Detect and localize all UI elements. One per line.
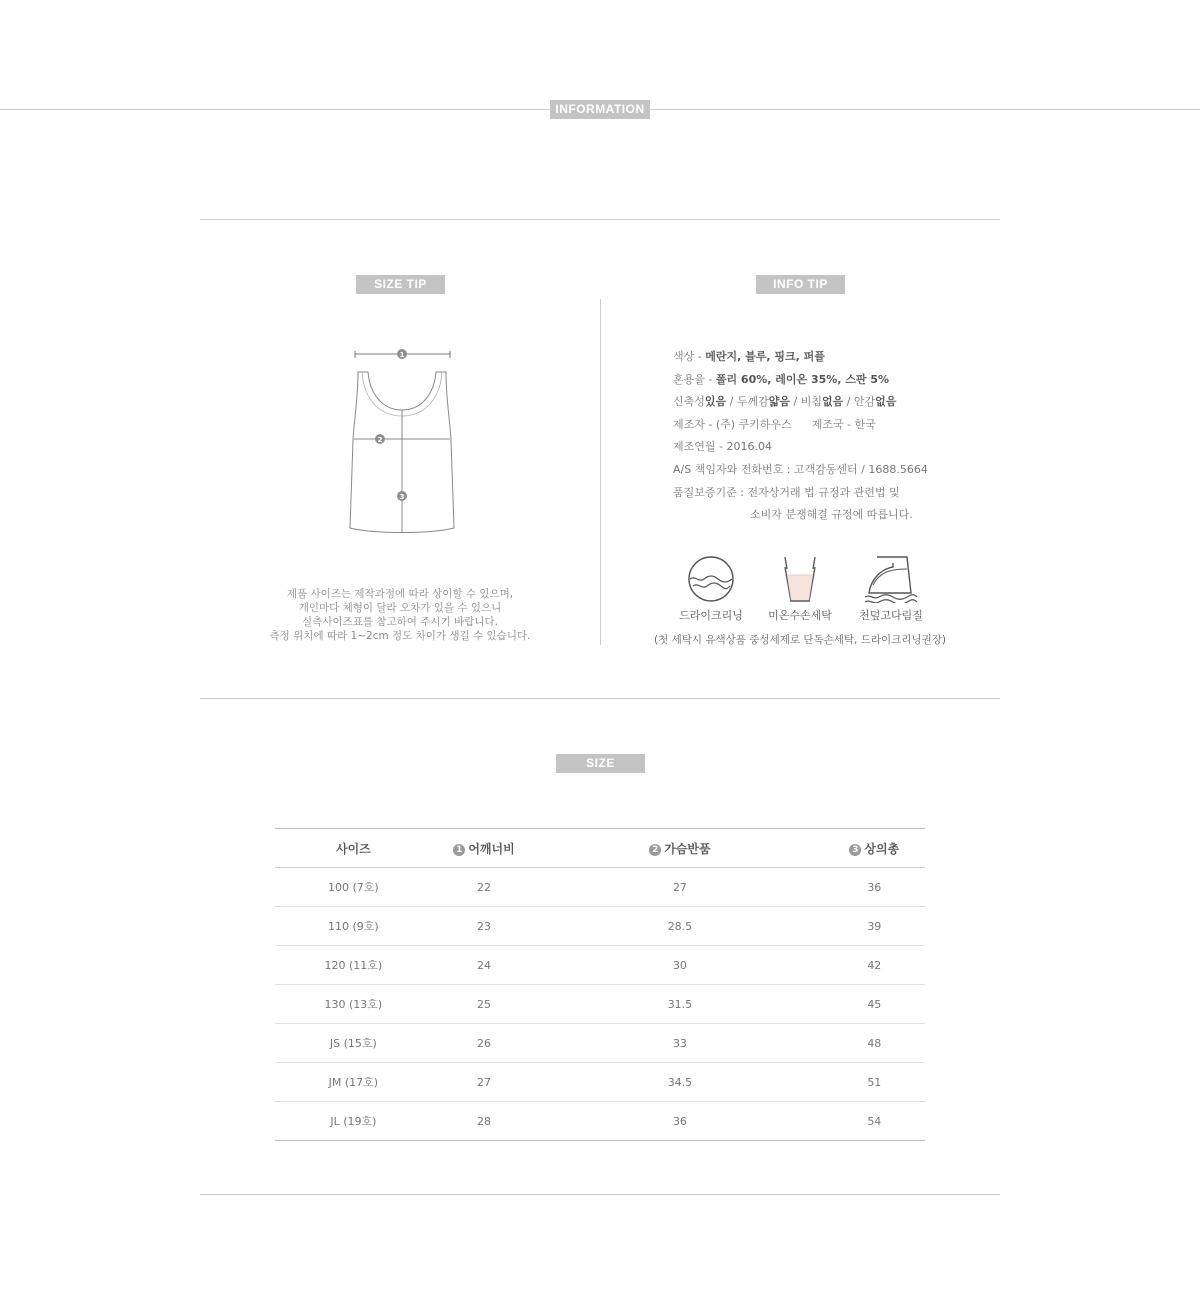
table-cell: 54	[824, 1102, 925, 1141]
product-info	[673, 347, 993, 528]
table-cell: 100 (7호)	[275, 868, 432, 907]
marker-3	[397, 491, 407, 501]
table-row	[275, 868, 925, 907]
col-chest: 2 가슴반품	[536, 829, 823, 868]
size-tip-line: 제품 사이즈는 제작과정에 따라 상이할 수 있으며,	[286, 588, 514, 600]
care-iron-with-cloth	[851, 555, 931, 623]
col-length: 3 상의총	[824, 829, 925, 868]
info-as: A/S 책임자와 전화번호 : 고객감동센터 / 1688.5664	[673, 462, 928, 476]
information-heading: INFORMATION	[550, 100, 650, 119]
info-quality-cont: 소비자 분쟁해결 규정에 따릅니다.	[750, 508, 913, 522]
size-heading: SIZE	[556, 754, 645, 773]
size-tip-line: 실측사이즈표를 참고하여 주시기 바랍니다.	[302, 616, 498, 628]
info-properties: 신축성있음 / 두께감얇음 / 비침없음 / 안감없음	[673, 395, 897, 409]
table-cell: 130 (13호)	[275, 985, 432, 1024]
table-row	[275, 907, 925, 946]
table-cell: 51	[824, 1063, 925, 1102]
table-cell: 36	[536, 1102, 823, 1141]
table-row	[275, 1063, 925, 1102]
size-tip-note	[200, 587, 600, 643]
garment-measure-diagram	[340, 340, 464, 540]
center-divider	[600, 299, 601, 645]
marker-badge: 3	[849, 844, 861, 856]
marker-1	[397, 349, 407, 359]
bottom-divider	[200, 1194, 1000, 1195]
table-cell: 25	[432, 985, 537, 1024]
table-cell: 27	[536, 868, 823, 907]
size-tip-line: 측정 위치에 따라 1~2cm 정도 차이가 생길 수 있습니다.	[269, 630, 531, 642]
marker-badge: 2	[649, 844, 661, 856]
marker-2	[375, 434, 385, 444]
size-table	[275, 828, 925, 1141]
info-date: 제조연월 - 2016.04	[673, 440, 772, 454]
table-cell: 31.5	[536, 985, 823, 1024]
table-cell: JM (17호)	[275, 1063, 432, 1102]
table-cell: 45	[824, 985, 925, 1024]
table-cell: 23	[432, 907, 537, 946]
table-row	[275, 946, 925, 985]
care-label: 미온수손세탁	[768, 609, 832, 622]
table-cell: 48	[824, 1024, 925, 1063]
section-divider-1	[200, 219, 1000, 220]
care-dry-clean	[671, 555, 751, 623]
table-cell: 28	[432, 1102, 537, 1141]
size-tip-heading: SIZE TIP	[356, 275, 445, 294]
marker-number: 2	[377, 436, 383, 444]
table-cell: 27	[432, 1063, 537, 1102]
marker-badge: 1	[453, 844, 465, 856]
table-cell: 34.5	[536, 1063, 823, 1102]
col-shoulder: 1 어깨너비	[432, 829, 537, 868]
marker-number: 3	[399, 493, 405, 501]
info-color: 색상 - 메란지, 블루, 핑크, 퍼플	[673, 350, 825, 363]
lukewarm-handwash-icon	[776, 555, 824, 603]
care-note: (첫 세탁시 유색상품 중성세제로 단독손세탁, 드라이크리닝권장)	[654, 634, 946, 646]
table-cell: 33	[536, 1024, 823, 1063]
section-divider-2	[200, 698, 1000, 699]
table-cell: JL (19호)	[275, 1102, 432, 1141]
table-cell: 110 (9호)	[275, 907, 432, 946]
table-cell: 28.5	[536, 907, 823, 946]
care-lukewarm-handwash	[760, 555, 840, 623]
iron-with-cloth-icon	[863, 555, 919, 603]
col-size: 사이즈	[275, 829, 432, 868]
table-cell: JS (15호)	[275, 1024, 432, 1063]
size-table-header	[275, 829, 925, 868]
table-cell: 42	[824, 946, 925, 985]
info-tip-heading: INFO TIP	[756, 275, 845, 294]
info-maker: 제조자 - (주) 쿠키하우스 제조국 - 한국	[673, 417, 876, 431]
care-label: 드라이크리닝	[679, 609, 743, 622]
table-row	[275, 1024, 925, 1063]
marker-number: 1	[399, 351, 405, 359]
table-cell: 22	[432, 868, 537, 907]
info-material: 혼용율 - 폴리 60%, 레이온 35%, 스판 5%	[673, 372, 890, 386]
table-row	[275, 1102, 925, 1141]
table-cell: 120 (11호)	[275, 946, 432, 985]
table-cell: 39	[824, 907, 925, 946]
size-tip-line: 개인마다 체형이 달라 오차가 있을 수 있으니	[298, 602, 502, 614]
dry-clean-icon	[687, 555, 735, 603]
info-quality: 품질보증기준 : 전자상거래 법 규정과 관련법 및	[673, 485, 900, 499]
care-label: 천덮고다림질	[859, 609, 923, 622]
table-cell: 36	[824, 868, 925, 907]
table-cell: 24	[432, 946, 537, 985]
table-cell: 30	[536, 946, 823, 985]
table-cell: 26	[432, 1024, 537, 1063]
table-row	[275, 985, 925, 1024]
